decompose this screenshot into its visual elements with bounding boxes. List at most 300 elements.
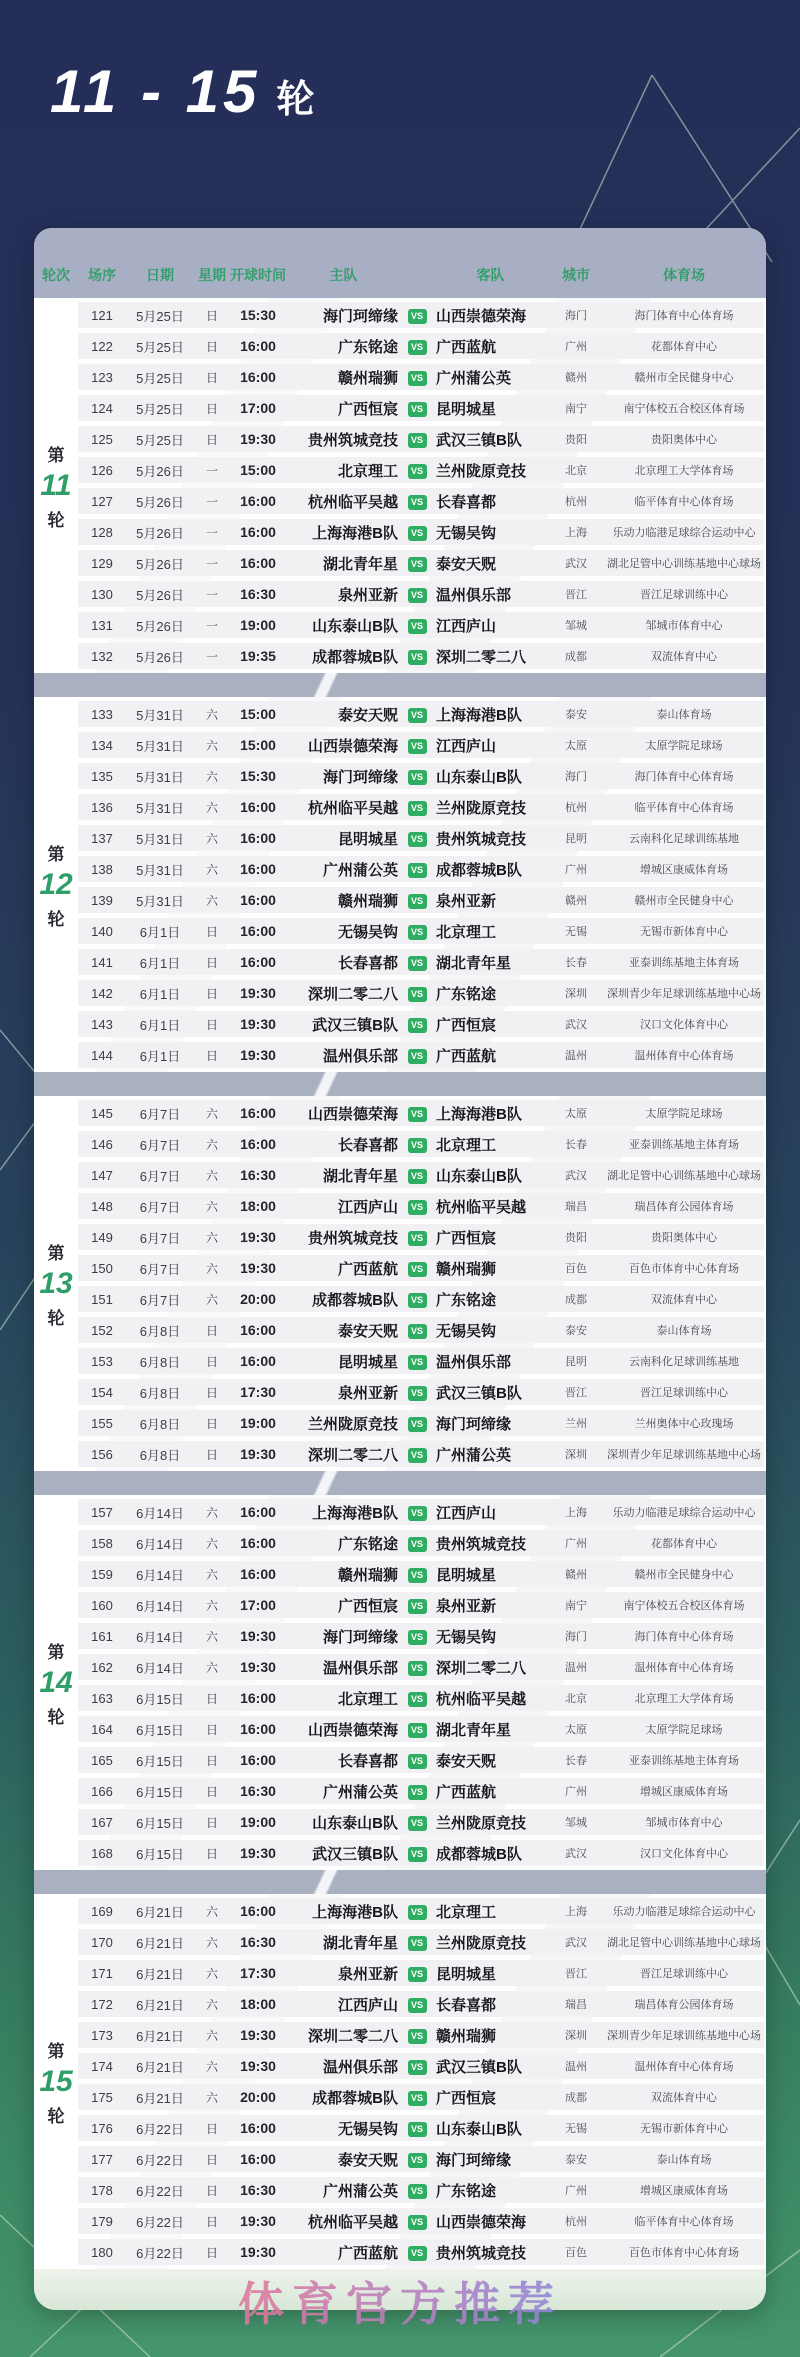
round-block: [34, 1495, 766, 1870]
vs-badge: VS: [408, 526, 427, 541]
match-time: 19:30: [240, 1047, 276, 1063]
match-no: 140: [91, 923, 113, 939]
match-row: [78, 2177, 764, 2203]
match-row: [78, 1255, 764, 1281]
match-date: 6月7日: [139, 1292, 181, 1308]
match-stadium: 晋江足球训练中心: [640, 589, 728, 601]
match-city: 上海: [565, 527, 587, 539]
match-date: 6月22日: [136, 2183, 184, 2199]
match-time: 19:00: [240, 1814, 276, 1830]
match-time: 19:30: [240, 985, 276, 1001]
match-stadium: 泰山体育场: [656, 1325, 712, 1337]
vs-badge: VS: [408, 650, 427, 665]
vs-cell: [401, 1964, 433, 1982]
match-date: 6月8日: [139, 1447, 181, 1463]
vs-badge: VS: [408, 1018, 427, 1033]
match-row: [78, 1348, 764, 1374]
match-time: 16:00: [240, 892, 276, 908]
home-team: 泉州亚新: [337, 1384, 398, 1402]
match-no: 137: [91, 830, 113, 846]
match-time: 16:30: [240, 1934, 276, 1950]
vs-cell: [401, 1414, 433, 1432]
match-row: [78, 1778, 764, 1804]
home-team: 无锡吴钩: [337, 923, 398, 941]
match-city: 深圳: [565, 2030, 587, 2042]
match-date: 5月26日: [136, 556, 184, 572]
match-stadium: 海门体育中心体育场: [634, 310, 734, 322]
vs-cell: [401, 798, 433, 816]
match-no: 127: [91, 493, 113, 509]
match-row: [78, 581, 764, 607]
vs-cell: [401, 461, 433, 479]
vs-cell: [401, 1534, 433, 1552]
match-row: [78, 887, 764, 913]
vs-badge: VS: [408, 2246, 427, 2261]
match-time: 16:00: [240, 1566, 276, 1582]
match-no: 158: [91, 1535, 113, 1551]
match-weekday: 六: [205, 2090, 218, 2105]
match-time: 19:30: [240, 1446, 276, 1462]
match-row: [78, 1654, 764, 1680]
vs-cell: [401, 1813, 433, 1831]
match-time: 17:30: [240, 1384, 276, 1400]
home-team: 泉州亚新: [337, 586, 398, 604]
match-stadium: 汉口文化体育中心: [640, 1848, 728, 1860]
match-stadium: 湖北足管中心训练基地中心球场: [607, 558, 761, 570]
home-team: 赣州瑞狮: [337, 369, 398, 387]
match-date: 6月21日: [136, 1904, 184, 1920]
vs-badge: VS: [408, 2184, 427, 2199]
match-no: 149: [91, 1229, 113, 1245]
round-number: 11: [40, 468, 72, 502]
match-weekday: 日: [205, 370, 218, 385]
match-weekday: 一: [205, 463, 218, 478]
match-stadium: 海门体育中心体育场: [634, 771, 734, 783]
home-team: 广州蒲公英: [322, 2182, 398, 2200]
away-team: 贵州筑城竞技: [436, 1535, 527, 1553]
away-team: 武汉三镇B队: [436, 2058, 522, 2076]
round-suffix-label: 轮: [47, 510, 65, 530]
away-team: 杭州临平吴越: [436, 1690, 527, 1708]
match-time: 19:35: [240, 648, 276, 664]
vs-badge: VS: [408, 1200, 427, 1215]
match-stadium: 花都体育中心: [651, 1538, 717, 1550]
match-row: [78, 1499, 764, 1525]
match-row: [78, 2239, 764, 2265]
match-time: 16:00: [240, 493, 276, 509]
match-weekday: 日: [205, 339, 218, 354]
match-weekday: 日: [205, 1017, 218, 1032]
match-weekday: 六: [205, 893, 218, 908]
match-stadium: 临平体育中心体育场: [634, 496, 734, 508]
match-weekday: 六: [205, 1106, 218, 1121]
round-suffix-label: 轮: [47, 2106, 65, 2126]
match-no: 126: [91, 462, 113, 478]
away-team: 长春喜都: [436, 493, 497, 511]
vs-cell: [401, 1015, 433, 1033]
vs-cell: [401, 1135, 433, 1153]
home-team: 武汉三镇B队: [312, 1845, 398, 1863]
match-weekday: 日: [205, 2152, 218, 2167]
match-date: 6月1日: [139, 955, 181, 971]
match-row: [78, 643, 764, 669]
match-city: 赣州: [565, 895, 587, 907]
home-team: 山西崇德荣海: [307, 1721, 398, 1739]
match-city: 南宁: [565, 1600, 587, 1612]
away-team: 海门珂缔缘: [436, 1415, 512, 1433]
round-separator: [34, 673, 766, 697]
match-city: 杭州: [565, 802, 587, 814]
home-team: 山东泰山B队: [312, 1814, 398, 1832]
match-time: 19:30: [240, 1659, 276, 1675]
match-weekday: 六: [205, 1536, 218, 1551]
match-no: 177: [91, 2151, 113, 2167]
match-time: 16:00: [240, 555, 276, 571]
match-date: 6月7日: [139, 1137, 181, 1153]
vs-badge: VS: [408, 770, 427, 785]
vs-cell: [401, 337, 433, 355]
header-match-no: 场序: [88, 267, 116, 283]
vs-badge: VS: [408, 495, 427, 510]
match-city: 瑞昌: [565, 1999, 587, 2011]
match-row: [78, 1898, 764, 1924]
vs-badge: VS: [408, 1661, 427, 1676]
vs-badge: VS: [408, 433, 427, 448]
vs-badge: VS: [408, 464, 427, 479]
vs-badge: VS: [408, 1785, 427, 1800]
match-time: 15:00: [240, 737, 276, 753]
match-row: [78, 980, 764, 1006]
match-no: 124: [91, 400, 113, 416]
match-row: [78, 1042, 764, 1068]
vs-badge: VS: [408, 557, 427, 572]
vs-badge: VS: [408, 371, 427, 386]
round-label: [34, 1894, 78, 2269]
match-no: 123: [91, 369, 113, 385]
match-row: [78, 1286, 764, 1312]
match-date: 5月31日: [136, 862, 184, 878]
match-weekday: 六: [205, 1935, 218, 1950]
vs-badge: VS: [408, 340, 427, 355]
match-date: 6月14日: [136, 1629, 184, 1645]
vs-badge: VS: [408, 1998, 427, 2013]
away-team: 湖北青年星: [436, 1721, 512, 1739]
match-date: 5月26日: [136, 463, 184, 479]
match-row: [78, 732, 764, 758]
match-stadium: 深圳青少年足球训练基地中心场: [607, 2030, 761, 2042]
match-city: 赣州: [565, 1569, 587, 1581]
vs-badge: VS: [408, 708, 427, 723]
match-weekday: 日: [205, 1385, 218, 1400]
match-stadium: 赣州市全民健身中心: [634, 1569, 734, 1581]
match-city: 武汉: [565, 1019, 587, 1031]
match-date: 6月22日: [136, 2245, 184, 2261]
header-kickoff-time: 开球时间: [230, 267, 286, 283]
vs-badge: VS: [408, 956, 427, 971]
match-no: 168: [91, 1845, 113, 1861]
vs-cell: [401, 430, 433, 448]
match-no: 167: [91, 1814, 113, 1830]
match-date: 6月14日: [136, 1598, 184, 1614]
match-no: 179: [91, 2213, 113, 2229]
away-team: 广西蓝航: [436, 1047, 497, 1065]
match-row: [78, 2115, 764, 2141]
match-no: 176: [91, 2120, 113, 2136]
vs-badge: VS: [408, 1169, 427, 1184]
home-team: 成都蓉城B队: [312, 2089, 398, 2107]
page-title: [50, 58, 315, 125]
match-city: 泰安: [565, 1325, 587, 1337]
away-team: 无锡吴钩: [436, 1628, 497, 1646]
vs-badge: VS: [408, 1754, 427, 1769]
match-stadium: 赣州市全民健身中心: [634, 895, 734, 907]
away-team: 昆明城星: [436, 1566, 497, 1584]
vs-badge: VS: [408, 739, 427, 754]
away-team: 海门珂缔缘: [436, 2151, 512, 2169]
match-city: 成都: [565, 651, 587, 663]
match-city: 成都: [565, 2092, 587, 2104]
match-time: 16:30: [240, 2182, 276, 2198]
match-no: 132: [91, 648, 113, 664]
match-city: 武汉: [565, 1937, 587, 1949]
vs-badge: VS: [408, 1568, 427, 1583]
match-city: 广州: [565, 1538, 587, 1550]
vs-cell: [401, 1383, 433, 1401]
match-stadium: 双流体育中心: [651, 1294, 717, 1306]
home-team: 赣州瑞狮: [337, 1566, 398, 1584]
vs-badge: VS: [408, 1386, 427, 1401]
home-team: 杭州临平吴越: [307, 799, 398, 817]
home-team: 成都蓉城B队: [312, 648, 398, 666]
match-date: 6月1日: [139, 1017, 181, 1033]
match-no: 134: [91, 737, 113, 753]
vs-cell: [401, 2057, 433, 2075]
away-team: 北京理工: [436, 1136, 497, 1154]
match-no: 139: [91, 892, 113, 908]
match-row: [78, 1379, 764, 1405]
home-team: 长春喜都: [337, 954, 398, 972]
vs-badge: VS: [408, 1324, 427, 1339]
match-no: 180: [91, 2244, 113, 2260]
vs-badge: VS: [408, 2091, 427, 2106]
round-label: [34, 1096, 78, 1471]
round-block: [34, 1096, 766, 1471]
match-city: 深圳: [565, 988, 587, 1000]
match-row: [78, 763, 764, 789]
match-stadium: 临平体育中心体育场: [634, 2216, 734, 2228]
match-no: 161: [91, 1628, 113, 1644]
match-no: 165: [91, 1752, 113, 1768]
match-stadium: 汉口文化体育中心: [640, 1019, 728, 1031]
match-time: 16:00: [240, 2151, 276, 2167]
match-no: 174: [91, 2058, 113, 2074]
vs-badge: VS: [408, 588, 427, 603]
vs-cell: [401, 984, 433, 1002]
vs-cell: [401, 1627, 433, 1645]
round-block: [34, 1894, 766, 2269]
match-no: 178: [91, 2182, 113, 2198]
round-block: [34, 298, 766, 673]
match-row: [78, 333, 764, 359]
match-row: [78, 1809, 764, 1835]
round-number: 15: [39, 2064, 73, 2098]
match-time: 16:00: [240, 1752, 276, 1768]
match-no: 144: [91, 1047, 113, 1063]
home-team: 武汉三镇B队: [312, 1016, 398, 1034]
away-team: 杭州临平吴越: [436, 1198, 527, 1216]
match-no: 172: [91, 1996, 113, 2012]
match-weekday: 日: [205, 1048, 218, 1063]
vs-cell: [401, 1689, 433, 1707]
round-rows: [78, 1096, 766, 1471]
home-team: 深圳二零二八: [307, 1446, 398, 1464]
match-weekday: 六: [205, 1598, 218, 1613]
vs-cell: [401, 585, 433, 603]
vs-badge: VS: [408, 987, 427, 1002]
match-city: 北京: [565, 465, 587, 477]
match-stadium: 乐动力临港足球综合运动中心: [612, 1906, 756, 1918]
match-city: 泰安: [565, 709, 587, 721]
match-no: 154: [91, 1384, 113, 1400]
vs-badge: VS: [408, 925, 427, 940]
match-time: 16:00: [240, 954, 276, 970]
match-city: 贵阳: [565, 434, 587, 446]
match-city: 泰安: [565, 2154, 587, 2166]
home-team: 长春喜都: [337, 1136, 398, 1154]
vs-cell: [401, 829, 433, 847]
match-row: [78, 1410, 764, 1436]
match-city: 百色: [565, 1263, 587, 1275]
vs-cell: [401, 1565, 433, 1583]
home-team: 江西庐山: [337, 1198, 398, 1216]
vs-cell: [401, 705, 433, 723]
match-weekday: 六: [205, 1505, 218, 1520]
match-weekday: 六: [205, 800, 218, 815]
home-team: 成都蓉城B队: [312, 1291, 398, 1309]
match-weekday: 日: [205, 1691, 218, 1706]
match-weekday: 日: [205, 1323, 218, 1338]
match-city: 广州: [565, 2185, 587, 2197]
match-date: 6月1日: [139, 986, 181, 1002]
home-team: 北京理工: [337, 462, 398, 480]
away-team: 北京理工: [436, 923, 497, 941]
home-team: 广西恒宸: [337, 1597, 398, 1615]
vs-badge: VS: [408, 801, 427, 816]
vs-cell: [401, 1844, 433, 1862]
match-time: 16:00: [240, 1353, 276, 1369]
vs-badge: VS: [408, 1107, 427, 1122]
match-row: [78, 1716, 764, 1742]
match-city: 广州: [565, 1786, 587, 1798]
vs-cell: [401, 1503, 433, 1521]
home-team: 广东铭途: [337, 338, 398, 356]
home-team: 泰安天贶: [337, 1322, 398, 1340]
away-team: 成都蓉城B队: [436, 861, 522, 879]
match-weekday: 六: [205, 862, 218, 877]
match-time: 18:00: [240, 1996, 276, 2012]
home-team: 上海海港B队: [312, 524, 398, 542]
home-team: 泰安天贶: [337, 2151, 398, 2169]
match-stadium: 增城区康威体育场: [640, 864, 728, 876]
home-team: 兰州陇原竞技: [307, 1415, 398, 1433]
match-stadium: 海门体育中心体育场: [634, 1631, 734, 1643]
match-time: 16:00: [240, 1721, 276, 1737]
match-stadium: 增城区康威体育场: [640, 1786, 728, 1798]
match-city: 广州: [565, 864, 587, 876]
match-date: 5月26日: [136, 649, 184, 665]
match-city: 长春: [565, 957, 587, 969]
away-team: 北京理工: [436, 1903, 497, 1921]
match-weekday: 六: [205, 1261, 218, 1276]
match-date: 5月31日: [136, 893, 184, 909]
match-no: 148: [91, 1198, 113, 1214]
vs-badge: VS: [408, 1049, 427, 1064]
round-rows: [78, 697, 766, 1072]
match-stadium: 深圳青少年足球训练基地中心场: [607, 988, 761, 1000]
match-row: [78, 1162, 764, 1188]
match-time: 16:00: [240, 524, 276, 540]
home-team: 温州俱乐部: [322, 1659, 398, 1677]
vs-cell: [401, 1933, 433, 1951]
away-team: 昆明城星: [436, 1965, 497, 1983]
vs-cell: [401, 306, 433, 324]
vs-badge: VS: [408, 1355, 427, 1370]
home-team: 山西崇德荣海: [307, 737, 398, 755]
home-team: 昆明城星: [337, 1353, 398, 1371]
vs-badge: VS: [408, 2153, 427, 2168]
away-team: 温州俱乐部: [436, 586, 512, 604]
away-team: 广东铭途: [436, 985, 497, 1003]
match-time: 17:00: [240, 400, 276, 416]
home-team: 广西恒宸: [337, 400, 398, 418]
match-weekday: 日: [205, 924, 218, 939]
match-date: 6月21日: [136, 2028, 184, 2044]
match-time: 17:30: [240, 1965, 276, 1981]
away-team: 温州俱乐部: [436, 1353, 512, 1371]
table-header-row: [34, 228, 766, 298]
match-stadium: 乐动力临港足球综合运动中心: [612, 527, 756, 539]
home-team: 湖北青年星: [322, 555, 398, 573]
vs-cell: [401, 1259, 433, 1277]
vs-cell: [401, 492, 433, 510]
vs-badge: VS: [408, 1448, 427, 1463]
match-weekday: 日: [205, 2245, 218, 2260]
away-team: 长春喜都: [436, 1996, 497, 2014]
away-team: 无锡吴钩: [436, 524, 497, 542]
match-stadium: 花都体育中心: [651, 341, 717, 353]
match-no: 142: [91, 985, 113, 1001]
vs-badge: VS: [408, 1262, 427, 1277]
match-date: 6月15日: [136, 1722, 184, 1738]
match-date: 6月15日: [136, 1784, 184, 1800]
away-team: 赣州瑞狮: [436, 1260, 497, 1278]
vs-badge: VS: [408, 2060, 427, 2075]
vs-badge: VS: [408, 1630, 427, 1645]
match-row: [78, 612, 764, 638]
title-round-range: 11 - 15: [50, 58, 261, 125]
match-weekday: 六: [205, 1966, 218, 1981]
match-weekday: 六: [205, 2028, 218, 2043]
match-stadium: 双流体育中心: [651, 2092, 717, 2104]
match-weekday: 六: [205, 1997, 218, 2012]
vs-cell: [401, 2088, 433, 2106]
match-time: 16:00: [240, 1535, 276, 1551]
match-time: 19:00: [240, 617, 276, 633]
vs-badge: VS: [408, 1816, 427, 1831]
match-city: 南宁: [565, 403, 587, 415]
match-row: [78, 364, 764, 390]
match-weekday: 日: [205, 1784, 218, 1799]
